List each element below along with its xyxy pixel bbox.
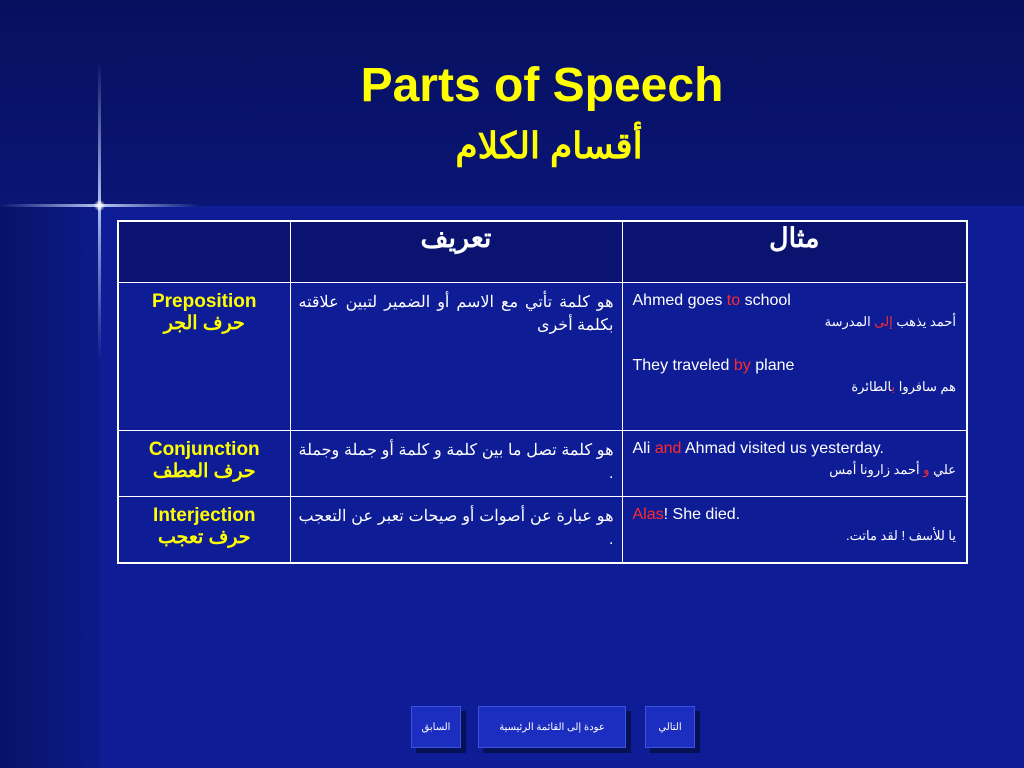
definition-cell: هو كلمة تأتي مع الاسم أو الضمير لتبين علاقته بكلمة أخرى: [290, 283, 622, 431]
term-cell: [118, 431, 290, 497]
home-button[interactable]: [478, 706, 626, 748]
example-en: [633, 354, 957, 377]
header-definition: تعريف: [290, 221, 622, 283]
example-en: [633, 289, 957, 312]
example-text: هم سافروا: [895, 379, 956, 394]
example-cell: [622, 497, 967, 563]
term-cell: [118, 283, 290, 431]
example-highlight: Alas: [632, 506, 664, 523]
example-text: ! She died.: [663, 506, 741, 523]
term-ar: حرف الجر: [163, 313, 245, 334]
term-cell: [118, 497, 290, 563]
example-text: school: [740, 292, 791, 309]
left-panel-background: [0, 206, 100, 768]
slide-title: Parts of Speech: [360, 59, 724, 112]
term-ar: حرف تعجب: [157, 527, 251, 548]
example-highlight: و: [923, 462, 930, 477]
slide-subtitle: أقسام الكلام: [455, 125, 643, 166]
header-empty: [118, 221, 290, 283]
example-cell: [622, 283, 967, 431]
prev-label: السابق: [421, 721, 451, 733]
example-text: الطائرة: [851, 379, 892, 394]
home-label: عودة إلى القائمة الرئيسية: [499, 721, 605, 733]
table-row: [118, 283, 967, 431]
example-text: Ali: [632, 440, 655, 457]
example-ar: يا للأسف ! لقد ماتت.: [846, 528, 956, 543]
example-en: [633, 437, 957, 460]
table-row: [118, 497, 967, 563]
spacer: [633, 332, 957, 354]
term-ar: حرف العطف: [152, 461, 256, 482]
example-text: plane: [750, 357, 795, 374]
example-highlight: ب: [891, 379, 896, 394]
example-text: أحمد يذهب: [892, 314, 956, 329]
next-label: التالي: [658, 721, 682, 733]
example-en: [633, 503, 957, 526]
sparkle-icon: [94, 200, 105, 211]
example-text: Ahmed goes: [632, 292, 727, 309]
example-highlight: by: [733, 357, 751, 374]
example-highlight: and: [654, 440, 682, 457]
example-ar: [633, 460, 957, 480]
header-example: مثال: [622, 221, 967, 283]
table-row: [118, 431, 967, 497]
parts-of-speech-table: [117, 220, 968, 564]
example-ar: [633, 377, 957, 397]
table-header-row: [118, 221, 967, 283]
example-text: أحمد زارونا أمس: [829, 462, 924, 477]
example-ar: [633, 312, 957, 332]
example-highlight: إلى: [874, 314, 893, 329]
prev-button[interactable]: [411, 706, 461, 748]
definition-cell: هو كلمة تصل ما بين كلمة و كلمة أو جملة وجملة .: [290, 431, 622, 497]
example-text: علي: [929, 462, 956, 477]
term-en: Preposition: [151, 291, 257, 312]
example-cell: [622, 431, 967, 497]
example-highlight: to: [726, 292, 741, 309]
example-text: المدرسة: [824, 314, 875, 329]
term-en: Conjunction: [148, 439, 260, 460]
next-button[interactable]: [645, 706, 695, 748]
definition-cell: هو عبارة عن أصوات أو صيحات تعبر عن التعجب .: [290, 497, 622, 563]
example-text: Ahmad visited us yesterday.: [681, 440, 884, 457]
example-text: They traveled: [632, 357, 734, 374]
term-en: Interjection: [153, 505, 256, 526]
